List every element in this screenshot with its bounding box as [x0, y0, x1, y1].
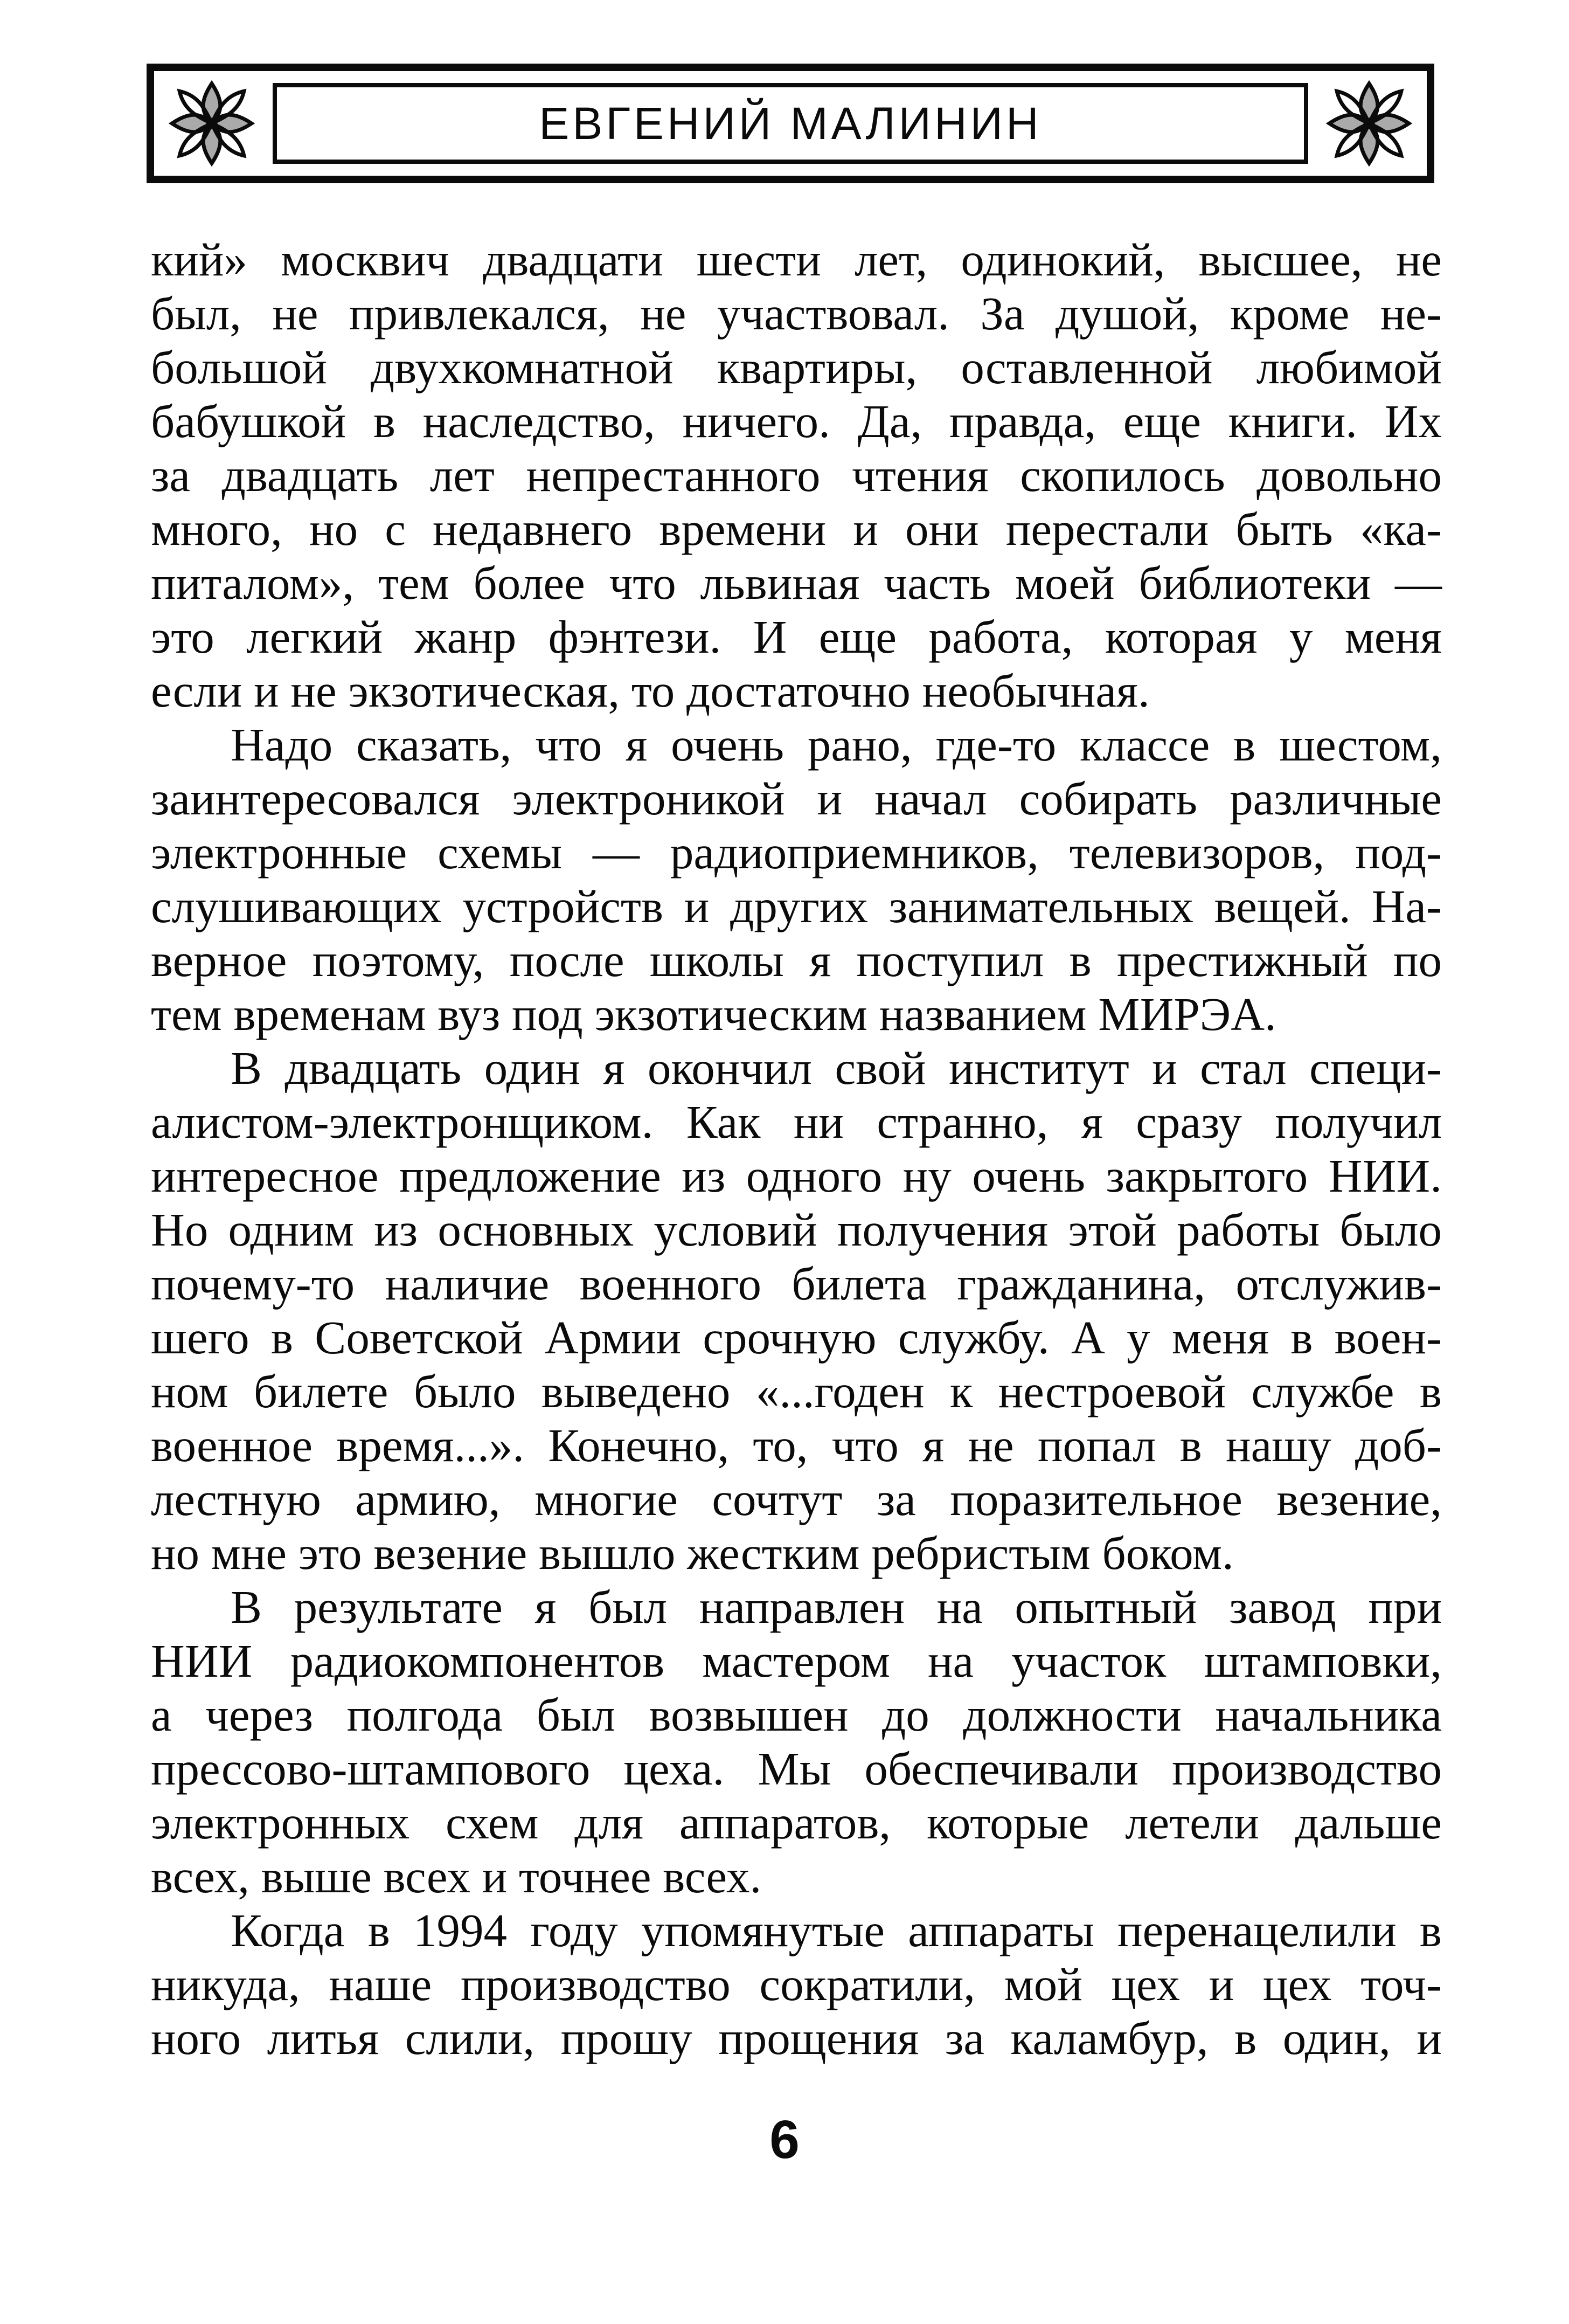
- text-line: а через полгода был возвышен до должности начальника: [151, 1689, 1442, 1741]
- text-line: электронных схем для аппаратов, которые летели дальше: [151, 1796, 1442, 1849]
- running-title: ЕВГЕНИЙ МАЛИНИН: [539, 98, 1042, 149]
- body-text: [151, 233, 1442, 2065]
- paragraph-5: [151, 1904, 1442, 2065]
- text-line: Но одним из основных условий получения этой работы было: [151, 1204, 1442, 1256]
- text-line: заинтересовался электроникой и начал собирать различные: [151, 772, 1442, 825]
- text-line: был, не привлекался, не участвовал. За душой, кроме не-: [151, 287, 1442, 340]
- text-line: В результате я был направлен на опытный завод при: [231, 1581, 1442, 1633]
- text-line: если и не экзотическая, то достаточно необычная.: [151, 665, 1150, 717]
- text-line: шего в Советской Армии срочную службу. А у меня в воен-: [151, 1311, 1442, 1364]
- text-line: Надо сказать, что я очень рано, где-то классе в шестом,: [231, 718, 1442, 771]
- text-line: кий» москвич двадцати шести лет, одинокий, высшее, не: [151, 233, 1442, 286]
- text-line: но мне это везение вышло жестким ребристым боком.: [151, 1527, 1234, 1579]
- text-line: В двадцать один я окончил свой институт и стал специ-: [231, 1042, 1442, 1094]
- text-line: лестную армию, многие сочтут за поразительное везение,: [151, 1473, 1442, 1525]
- running-header: [147, 64, 1434, 183]
- header-left-ornament: [154, 71, 269, 176]
- header-title-frame: [273, 83, 1308, 164]
- paragraph-1: [151, 233, 1442, 718]
- text-line: военное время...». Конечно, то, что я не попал в нашу доб-: [151, 1419, 1442, 1471]
- text-line: тем временам вуз под экзотическим названием МИРЭА.: [151, 988, 1276, 1040]
- floral-ornament-icon: [1322, 76, 1417, 171]
- text-line: НИИ радиокомпонентов мастером на участок штамповки,: [151, 1635, 1442, 1687]
- text-line: никуда, наше производство сократили, мой цех и цех точ-: [151, 1958, 1442, 2010]
- text-line: электронные схемы — радиоприемников, телевизоров, под-: [151, 826, 1442, 879]
- text-line: прессово-штампового цеха. Мы обеспечивали производство: [151, 1742, 1442, 1795]
- text-line: алистом-электронщиком. Как ни странно, я сразу получил: [151, 1096, 1442, 1148]
- paragraph-4: [151, 1580, 1442, 1904]
- text-line: за двадцать лет непрестанного чтения скопилось довольно: [151, 449, 1442, 501]
- text-line: большой двухкомнатной квартиры, оставленной любимой: [151, 341, 1442, 393]
- text-line: много, но с недавнего времени и они перестали быть «ка-: [151, 503, 1442, 555]
- floral-ornament-icon: [164, 76, 259, 171]
- header-right-ornament: [1311, 71, 1427, 176]
- text-line: Когда в 1994 году упомянутые аппараты перенацелили в: [231, 1904, 1442, 1956]
- paragraph-2: [151, 718, 1442, 1041]
- text-line: ного литья слили, прошу прощения за каламбур, в один, и: [151, 2012, 1442, 2064]
- paragraph-3: [151, 1041, 1442, 1580]
- text-line: питалом», тем более что львиная часть моей библиотеки —: [151, 557, 1442, 609]
- text-line: интересное предложение из одного ну очень закрытого НИИ.: [151, 1150, 1442, 1202]
- text-line: всех, выше всех и точнее всех.: [151, 1850, 762, 1903]
- page-number: 6: [769, 2109, 800, 2170]
- text-line: слушивающих устройств и других занимательных вещей. На-: [151, 880, 1442, 932]
- text-line: это легкий жанр фэнтези. И еще работа, которая у меня: [151, 611, 1442, 663]
- text-line: бабушкой в наследство, ничего. Да, правда, еще книги. Их: [151, 395, 1442, 447]
- text-line: верное поэтому, после школы я поступил в престижный по: [151, 934, 1442, 986]
- text-line: почему-то наличие военного билета гражданина, отслужив-: [151, 1257, 1442, 1310]
- text-line: ном билете было выведено «...годен к нестроевой службе в: [151, 1365, 1442, 1417]
